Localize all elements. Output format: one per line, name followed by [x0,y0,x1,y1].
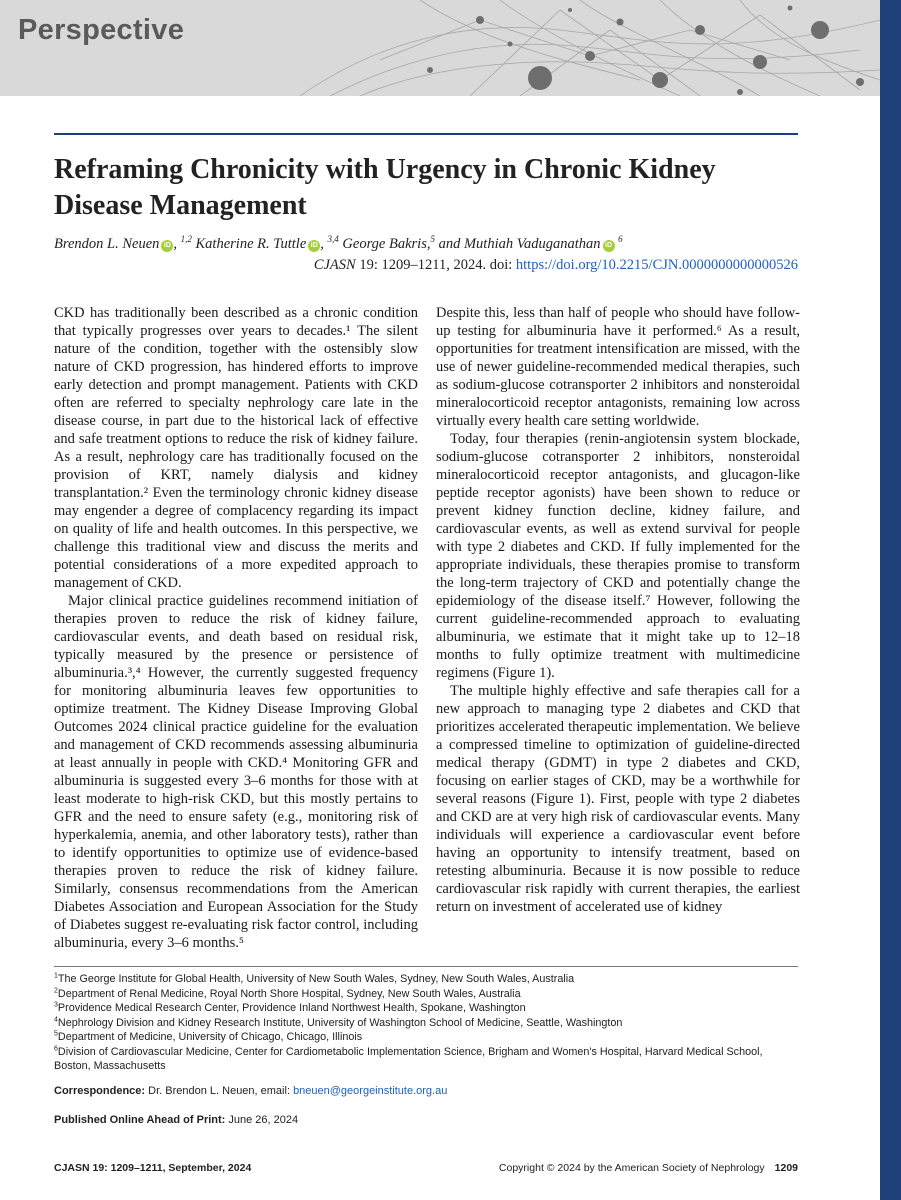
affiliation-text: Division of Cardiovascular Medicine, Center for Cardiometabolic Implementation Science, Brigham and Women's Hospital, Harvard Medical School, Boston, Massachusetts [54,1045,763,1072]
affiliation-text: Department of Medicine, University of Chicago, Chicago, Illinois [57,1031,363,1043]
author-separator: , [320,236,328,252]
affiliation-text: Nephrology Division and Kidney Research Institute, University of Washington School of Medicine, Seattle, Washington [57,1016,623,1029]
citation-details: 19: 1209–1211, 2024. doi: [359,257,513,273]
author-name[interactable]: Katherine R. Tuttle [195,236,307,252]
correspondence-text: Dr. Brendon L. Neuen, email: [148,1085,290,1097]
affiliation-item [54,987,798,1002]
article-title: Reframing Chronicity with Urgency in Chronic Kidney Disease Management [54,154,716,221]
affiliation-text: The George Institute for Global Health, University of New South Wales, Sydney, New South Wales, Australia [57,973,575,985]
affiliation-number: 2 [54,986,58,994]
email-link[interactable]: bneuen@georgeinstitute.org.au [293,1085,448,1097]
citation-line [54,257,798,274]
body-column-left [54,304,418,952]
affiliation-text: Providence Medical Research Center, Providence Inland Northwest Health, Spokane, Washington [57,1002,526,1014]
body-paragraph: Today, four therapies (renin-angiotensin system blockade, sodium-glucose cotransporter 2 inhibitors, nonsteroidal mineralocorticoid receptor antagonists, and glucagon-like peptide receptor agonists) have been shown to reduce or prevent kidney function decline, kidney failure, and cardiovascular events, as well as extend survival for people with type 2 diabetes and CKD. If fully implemented for the appropriate individuals, these therapies promise to transform the long-term trajectory of CKD and potentially change the epidemiology of the disease itself.⁷ However, following the current guideline-recommended approach to evaluating albuminuria, we estimate that it might take up to 12–18 months to fully optimize treatment with multimedicine regimens (Figure 1). [436,431,800,681]
author-affiliation-ref[interactable]: 5 [430,234,435,245]
body-paragraph: Despite this, less than half of people who should have follow-up testing for albuminuria have it performed.⁶ As a result, opportunities for treatment intensification are missed, with the use of newer guideline-recommended medical therapies, such as sodium-glucose cotransporter 2 inhibitors and nonsteroidal mineralocorticoid receptor antagonists, remaining low across virtually every health care setting worldwide. [436,305,800,429]
author-name[interactable]: George Bakris, [342,236,431,252]
affiliation-item [54,1001,798,1016]
body-paragraph: CKD has traditionally been described as a chronic condition that typically progresses over years to decades.¹ The silent nature of the condition, together with the ostensibly slow nature of CKD progression, has hindered efforts to improve early detection and prompt management. Patients with CKD often are referred to specialty nephrology care late in the disease course, in part due to the historical lack of effective and safe treatment options to reduce the risk of kidney failure. As a result, nephrology care has traditionally focused on the provision of KRT, namely dialysis and kidney transplantation.² Even the terminology chronic kidney disease may engender a degree of complacency regarding its impact on quality of life and health outcomes. In this perspective, we challenge this traditional view and discuss the merits and potential considerations of a more expedited approach to management of CKD. [54,305,418,591]
side-accent-bar [880,0,901,1200]
author-name[interactable]: Muthiah Vaduganathan [463,236,601,252]
author-affiliation-ref[interactable]: 6 [618,234,623,245]
published-line [54,1114,798,1126]
section-label: Perspective [18,14,185,46]
affiliation-text: Department of Renal Medicine, Royal North Shore Hospital, Sydney, New South Wales, Australia [57,987,521,1000]
author-list [54,236,798,253]
section-banner [0,0,880,96]
author-name[interactable]: Brendon L. Neuen [54,236,160,252]
orcid-icon[interactable]: iD [161,240,173,252]
author-affiliation-ref[interactable]: 3,4 [327,234,339,245]
doi-link[interactable]: https://doi.org/10.2215/CJN.0000000000000526 [515,257,798,273]
affiliation-item [54,1045,798,1074]
footer-copyright-block [499,1162,798,1174]
footer-copyright: Copyright © 2024 by the American Society of Nephrology [498,1162,765,1174]
body-paragraph: The multiple highly effective and safe therapies call for a new approach to managing type 2 diabetes and CKD that prioritizes accelerated therapeutic implementation. We believe a compressed timeline to optimization of guideline-directed medical therapy (GDMT) in type 2 diabetes and CKD, focusing on earlier stages of CKD, may be a worthwhile for several reasons (Figure 1). First, people with type 2 diabetes and CKD are at very high risk of cardiovascular events. Many individuals will experience a cardiovascular event before having an opportunity to intensify treatment, based on retesting albuminuria. Because it is now possible to reduce cardiovascular risk rapidly with current therapies, the earliest return on investment of accelerated use of kidney [436,683,800,915]
affiliation-number: 3 [54,1001,58,1009]
correspondence-line [54,1085,798,1097]
affiliation-item [54,1016,798,1031]
affiliation-item [54,1030,798,1045]
orcid-icon[interactable]: iD [603,240,615,252]
published-date: June 26, 2024 [228,1114,299,1126]
affiliation-number: 6 [54,1044,58,1052]
page-number: 1209 [774,1162,798,1174]
affiliation-number: 5 [54,1030,58,1038]
affiliation-number: 1 [54,972,58,980]
affiliation-item [54,972,798,987]
published-label: Published Online Ahead of Print: [54,1114,226,1126]
affiliations-rule [54,966,798,967]
orcid-icon[interactable]: iD [308,240,320,252]
correspondence-label: Correspondence: [54,1085,146,1097]
author-affiliation-ref[interactable]: 1,2 [180,234,192,245]
footer-journal-info: CJASN 19: 1209–1211, September, 2024 [54,1162,252,1174]
body-column-right [436,304,800,916]
affiliation-number: 4 [54,1015,58,1023]
journal-name: CJASN [313,257,356,273]
body-paragraph: Major clinical practice guidelines recommend initiation of therapies proven to reduce the risk of kidney failure, cardiovascular events, and death based on residual risk, typically measured by the presence or persistence of albuminuria.³,⁴ However, the currently suggested frequency for monitoring albuminuria leaves few opportunities to optimize treatment. The Kidney Disease Improving Global Outcomes 2024 clinical practice guideline for the evaluation and management of CKD recommends assessing albuminuria at least annually in people with CKD.⁴ Monitoring GFR and albuminuria is suggested every 3–6 months for those with at least moderate to high-risk CKD, but this mostly pertains to GFR and the need to ensure safety (e.g., monitoring risk of hyperkalemia, anemia, and other laboratory tests), rather than to identify opportunities to optimize use of evidence-based therapies proven to reduce the risk of kidney failure. Similarly, consensus recommendations from the American Diabetes Association and European Association for the Study of Diabetes suggest re-evaluating risk factor control, including albuminuria, every 3–6 months.⁵ [54,593,418,951]
header-rule [54,133,798,135]
affiliation-list [54,972,798,1074]
author-separator: and [434,236,464,252]
author-separator: , [173,236,181,252]
